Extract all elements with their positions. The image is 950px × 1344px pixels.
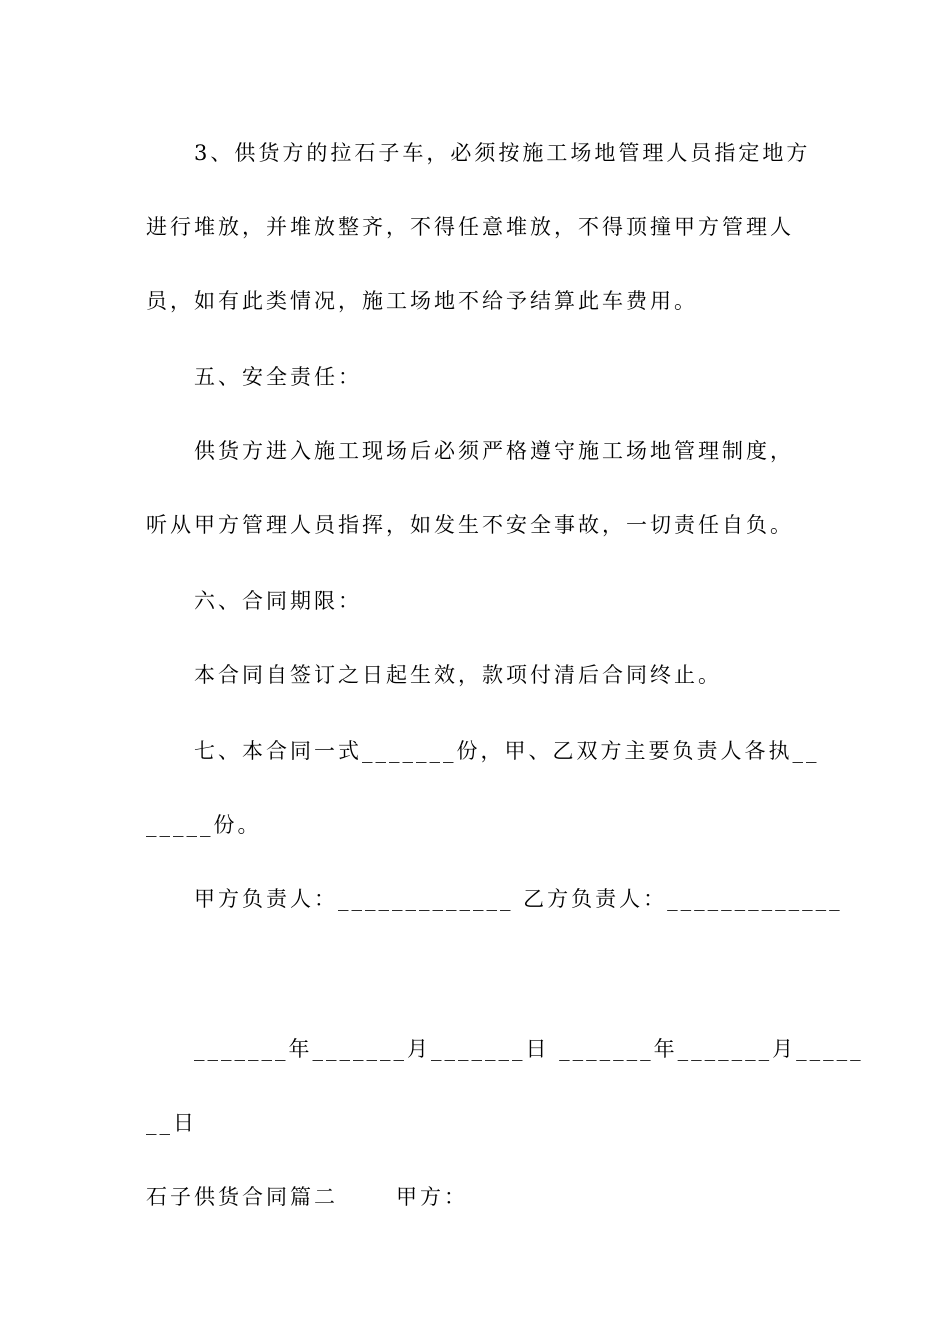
paragraph-line: 3、供货方的拉石子车，必须按施工场地管理人员指定地方 bbox=[194, 141, 811, 165]
paragraph-line: _____份。 bbox=[146, 813, 262, 837]
paragraph-line: 供货方进入施工现场后必须严格遵守施工场地管理制度， bbox=[194, 439, 794, 463]
signature-line: 甲方负责人：_____________ 乙方负责人：_____________ bbox=[194, 887, 843, 911]
paragraph-line: 听从甲方管理人员指挥，如发生不安全事故，一切责任自负。 bbox=[146, 513, 794, 537]
date-line: __日 bbox=[146, 1111, 197, 1135]
paragraph-line: 员，如有此类情况，施工场地不给予结算此车费用。 bbox=[146, 289, 698, 313]
section-heading: 六、合同期限： bbox=[194, 589, 362, 613]
paragraph-line: 进行堆放，并堆放整齐，不得任意堆放，不得顶撞甲方管理人 bbox=[146, 215, 794, 239]
section-title: 石子供货合同篇二 甲方： bbox=[146, 1185, 469, 1209]
date-line: _______年_______月_______日 _______年_______月_____ bbox=[194, 1037, 864, 1061]
paragraph-line: 七、本合同一式_______份，甲、乙双方主要负责人各执__ bbox=[194, 739, 820, 763]
section-heading: 五、安全责任： bbox=[194, 365, 362, 389]
paragraph-line: 本合同自签订之日起生效，款项付清后合同终止。 bbox=[194, 663, 722, 687]
